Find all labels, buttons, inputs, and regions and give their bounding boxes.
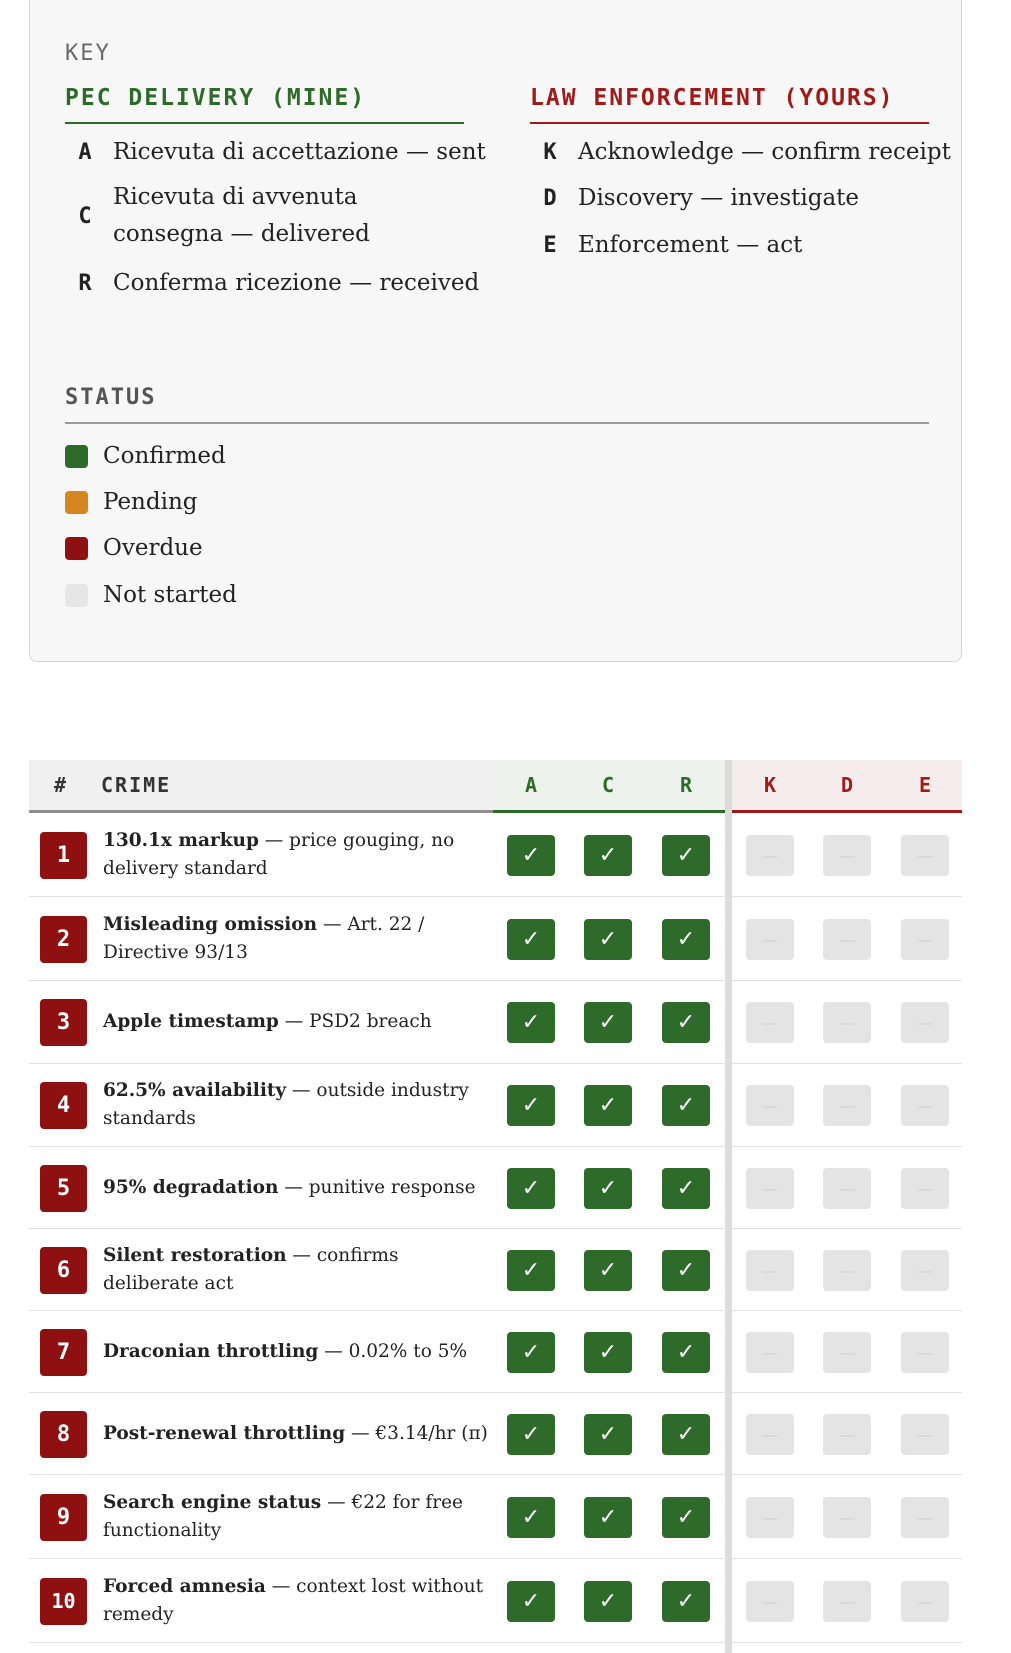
status-cell-e[interactable]: — xyxy=(901,1168,949,1209)
status-cell-r[interactable]: ✓ xyxy=(662,1332,710,1373)
status-cell-a[interactable]: ✓ xyxy=(507,835,555,876)
status-cell-c[interactable]: ✓ xyxy=(584,1002,632,1043)
status-label: Not started xyxy=(103,582,237,608)
status-cell-c[interactable]: ✓ xyxy=(584,835,632,876)
header-col-r: R xyxy=(679,773,693,797)
status-cell-d[interactable]: — xyxy=(823,835,871,876)
table-row[interactable] xyxy=(29,813,962,897)
crime-title: 130.1x markup xyxy=(103,829,259,851)
header-col-k: K xyxy=(763,773,777,797)
status-cell-a[interactable]: ✓ xyxy=(507,1497,555,1538)
table-row[interactable] xyxy=(29,1559,962,1643)
key-letter: K xyxy=(543,140,557,165)
key-letter: A xyxy=(78,140,92,165)
status-rule xyxy=(65,422,929,424)
status-cell-a[interactable]: ✓ xyxy=(507,1332,555,1373)
key-item-d xyxy=(530,180,859,217)
crime-title: Silent restoration xyxy=(103,1244,287,1266)
status-label: Pending xyxy=(103,489,198,515)
crime-text xyxy=(103,1242,488,1298)
yours-rule xyxy=(530,122,929,124)
crime-title: Forced amnesia xyxy=(103,1575,266,1597)
status-cell-c[interactable]: ✓ xyxy=(584,1497,632,1538)
row-number-badge: 1 xyxy=(40,832,87,879)
crime-description: — PSD2 breach xyxy=(278,1011,432,1032)
status-cell-r[interactable]: ✓ xyxy=(662,1250,710,1291)
table-row[interactable] xyxy=(29,1475,962,1559)
crime-cell xyxy=(103,981,488,1063)
mine-rule xyxy=(65,122,464,124)
crime-cell xyxy=(103,813,488,896)
crime-title: Search engine status xyxy=(103,1491,322,1513)
status-cell-k[interactable]: — xyxy=(746,1168,794,1209)
column-divider xyxy=(725,760,732,1653)
status-cell-r[interactable]: ✓ xyxy=(662,919,710,960)
status-cell-r[interactable]: ✓ xyxy=(662,1168,710,1209)
status-cell-c[interactable]: ✓ xyxy=(584,1250,632,1291)
crime-description: — €22 for free functionality xyxy=(103,1491,463,1541)
key-letter: D xyxy=(543,186,557,211)
table-row[interactable] xyxy=(29,981,962,1064)
key-text: Conferma ricezione — received xyxy=(113,270,480,296)
crime-description: — Art. 22 / Directive 93/13 xyxy=(103,913,425,963)
status-cell-r[interactable]: ✓ xyxy=(662,1414,710,1455)
row-number-badge: 7 xyxy=(40,1329,87,1376)
crime-text xyxy=(103,1077,488,1133)
key-letter: C xyxy=(78,203,92,229)
crime-text xyxy=(103,1174,476,1202)
status-cell-c[interactable]: ✓ xyxy=(584,919,632,960)
table-row[interactable] xyxy=(29,1229,962,1311)
crime-title: Draconian throttling xyxy=(103,1340,319,1362)
status-cell-d[interactable]: — xyxy=(823,919,871,960)
status-cell-r[interactable]: ✓ xyxy=(662,1497,710,1538)
crime-title: Apple timestamp xyxy=(103,1011,279,1032)
crime-text xyxy=(103,1489,488,1545)
crime-description: — 0.02% to 5% xyxy=(318,1340,468,1362)
key-text: Ricevuta di avvenuta consegna — delivered xyxy=(113,184,370,247)
status-cell-a[interactable]: ✓ xyxy=(507,1250,555,1291)
crime-text xyxy=(103,1420,488,1448)
crime-cell xyxy=(103,1064,488,1146)
key-item-a xyxy=(65,134,486,171)
row-number-badge: 6 xyxy=(40,1247,87,1294)
status-cell-e[interactable]: — xyxy=(901,1085,949,1126)
row-number-badge: 9 xyxy=(40,1494,87,1541)
crime-description: — price gouging, no delivery standard xyxy=(103,829,455,879)
status-cell-e[interactable]: — xyxy=(901,1581,949,1622)
status-cell-a[interactable]: ✓ xyxy=(507,1168,555,1209)
status-cell-k[interactable]: — xyxy=(746,1414,794,1455)
status-cell-k[interactable]: — xyxy=(746,1332,794,1373)
overdue-swatch xyxy=(65,537,88,560)
status-cell-r[interactable]: ✓ xyxy=(662,1581,710,1622)
crime-title: Post-renewal throttling xyxy=(103,1422,346,1444)
status-cell-r[interactable]: ✓ xyxy=(662,1002,710,1043)
crime-description: — outside industry standards xyxy=(103,1080,469,1129)
crime-text xyxy=(103,1573,488,1629)
status-cell-k[interactable]: — xyxy=(746,1002,794,1043)
yours-heading: LAW ENFORCEMENT (YOURS) xyxy=(530,85,895,111)
status-cell-e[interactable]: — xyxy=(901,1250,949,1291)
key-letter: E xyxy=(543,233,557,258)
status-label: Overdue xyxy=(103,535,203,561)
header-col-d: D xyxy=(840,773,854,797)
status-cell-k[interactable]: — xyxy=(746,919,794,960)
header-number: # xyxy=(53,773,67,797)
status-cell-d[interactable]: — xyxy=(823,1581,871,1622)
crime-description: — €3.14/hr (π) xyxy=(345,1422,488,1444)
key-text: Acknowledge — confirm receipt xyxy=(578,139,951,165)
status-cell-a[interactable]: ✓ xyxy=(507,1085,555,1126)
status-cell-r[interactable]: ✓ xyxy=(662,835,710,876)
crime-text xyxy=(103,1338,467,1366)
crime-description: — confirms deliberate act xyxy=(103,1244,399,1294)
pending-swatch xyxy=(65,491,88,514)
crime-cell xyxy=(103,1559,488,1642)
status-cell-d[interactable]: — xyxy=(823,1002,871,1043)
status-cell-d[interactable]: — xyxy=(823,1497,871,1538)
key-text: Ricevuta di accettazione — sent xyxy=(113,139,486,165)
crime-cell xyxy=(103,1393,488,1474)
status-cell-e[interactable]: — xyxy=(901,919,949,960)
status-title: STATUS xyxy=(65,385,157,410)
status-cell-e[interactable]: — xyxy=(901,835,949,876)
crime-cell xyxy=(103,897,488,980)
status-item-confirmed xyxy=(65,443,226,469)
crime-text xyxy=(103,1008,432,1036)
status-cell-a[interactable]: ✓ xyxy=(507,1581,555,1622)
header-col-a: A xyxy=(524,773,538,797)
key-letter: R xyxy=(78,271,92,296)
header-col-e: E xyxy=(918,773,932,797)
status-cell-c[interactable]: ✓ xyxy=(584,1414,632,1455)
status-cell-a[interactable]: ✓ xyxy=(507,1002,555,1043)
row-number-badge: 3 xyxy=(40,999,87,1046)
crime-cell xyxy=(103,1229,488,1310)
crime-title: 62.5% availability xyxy=(103,1080,287,1101)
not-started-swatch xyxy=(65,584,88,607)
key-text: Discovery — investigate xyxy=(578,185,860,211)
status-cell-d[interactable]: — xyxy=(823,1414,871,1455)
row-number-badge: 2 xyxy=(40,916,87,963)
row-number-badge: 8 xyxy=(40,1411,87,1458)
status-cell-e[interactable]: — xyxy=(901,1332,949,1373)
key-card xyxy=(29,0,962,662)
status-cell-a[interactable]: ✓ xyxy=(507,1414,555,1455)
key-text: Enforcement — act xyxy=(578,232,803,258)
confirmed-swatch xyxy=(65,445,88,468)
status-cell-c[interactable]: ✓ xyxy=(584,1168,632,1209)
status-cell-k[interactable]: — xyxy=(746,1250,794,1291)
row-number-badge: 4 xyxy=(40,1082,87,1129)
crime-text xyxy=(103,827,488,883)
status-cell-e[interactable]: — xyxy=(901,1002,949,1043)
header-crime: CRIME xyxy=(101,773,172,797)
crime-cell xyxy=(103,1311,488,1392)
table-row[interactable] xyxy=(29,1064,962,1147)
status-cell-a[interactable]: ✓ xyxy=(507,919,555,960)
status-cell-d[interactable]: — xyxy=(823,1085,871,1126)
header-col-c: C xyxy=(601,773,615,797)
crime-title: 95% degradation xyxy=(103,1176,279,1198)
crime-text xyxy=(103,911,488,967)
status-cell-k[interactable]: — xyxy=(746,1085,794,1126)
crime-description: — punitive response xyxy=(278,1176,476,1198)
status-cell-e[interactable]: — xyxy=(901,1497,949,1538)
status-item-overdue xyxy=(65,535,203,561)
status-cell-c[interactable]: ✓ xyxy=(584,1085,632,1126)
crime-cell xyxy=(103,1147,488,1228)
status-cell-d[interactable]: — xyxy=(823,1250,871,1291)
status-cell-k[interactable]: — xyxy=(746,1497,794,1538)
status-item-not-started xyxy=(65,582,237,608)
status-cell-r[interactable]: ✓ xyxy=(662,1085,710,1126)
key-item-k xyxy=(530,134,951,171)
row-number-badge: 5 xyxy=(40,1165,87,1212)
status-cell-c[interactable]: ✓ xyxy=(584,1332,632,1373)
status-cell-c[interactable]: ✓ xyxy=(584,1581,632,1622)
status-cell-k[interactable]: — xyxy=(746,835,794,876)
key-item-r xyxy=(65,265,479,302)
key-item-e xyxy=(530,227,802,264)
table-row[interactable] xyxy=(29,897,962,981)
status-label: Confirmed xyxy=(103,443,226,469)
crime-title: Misleading omission xyxy=(103,913,318,935)
key-item-c xyxy=(65,179,455,253)
key-title: KEY xyxy=(65,41,111,66)
crime-cell xyxy=(103,1475,488,1558)
table-row[interactable] xyxy=(29,1311,962,1393)
status-cell-e[interactable]: — xyxy=(901,1414,949,1455)
table-row[interactable] xyxy=(29,1147,962,1229)
crime-description: — context lost without remedy xyxy=(103,1575,484,1625)
status-cell-k[interactable]: — xyxy=(746,1581,794,1622)
table-row[interactable] xyxy=(29,1393,962,1475)
row-number-badge: 10 xyxy=(40,1578,87,1625)
status-item-pending xyxy=(65,489,197,515)
status-cell-d[interactable]: — xyxy=(823,1168,871,1209)
status-cell-d[interactable]: — xyxy=(823,1332,871,1373)
mine-heading: PEC DELIVERY (MINE) xyxy=(65,85,367,111)
